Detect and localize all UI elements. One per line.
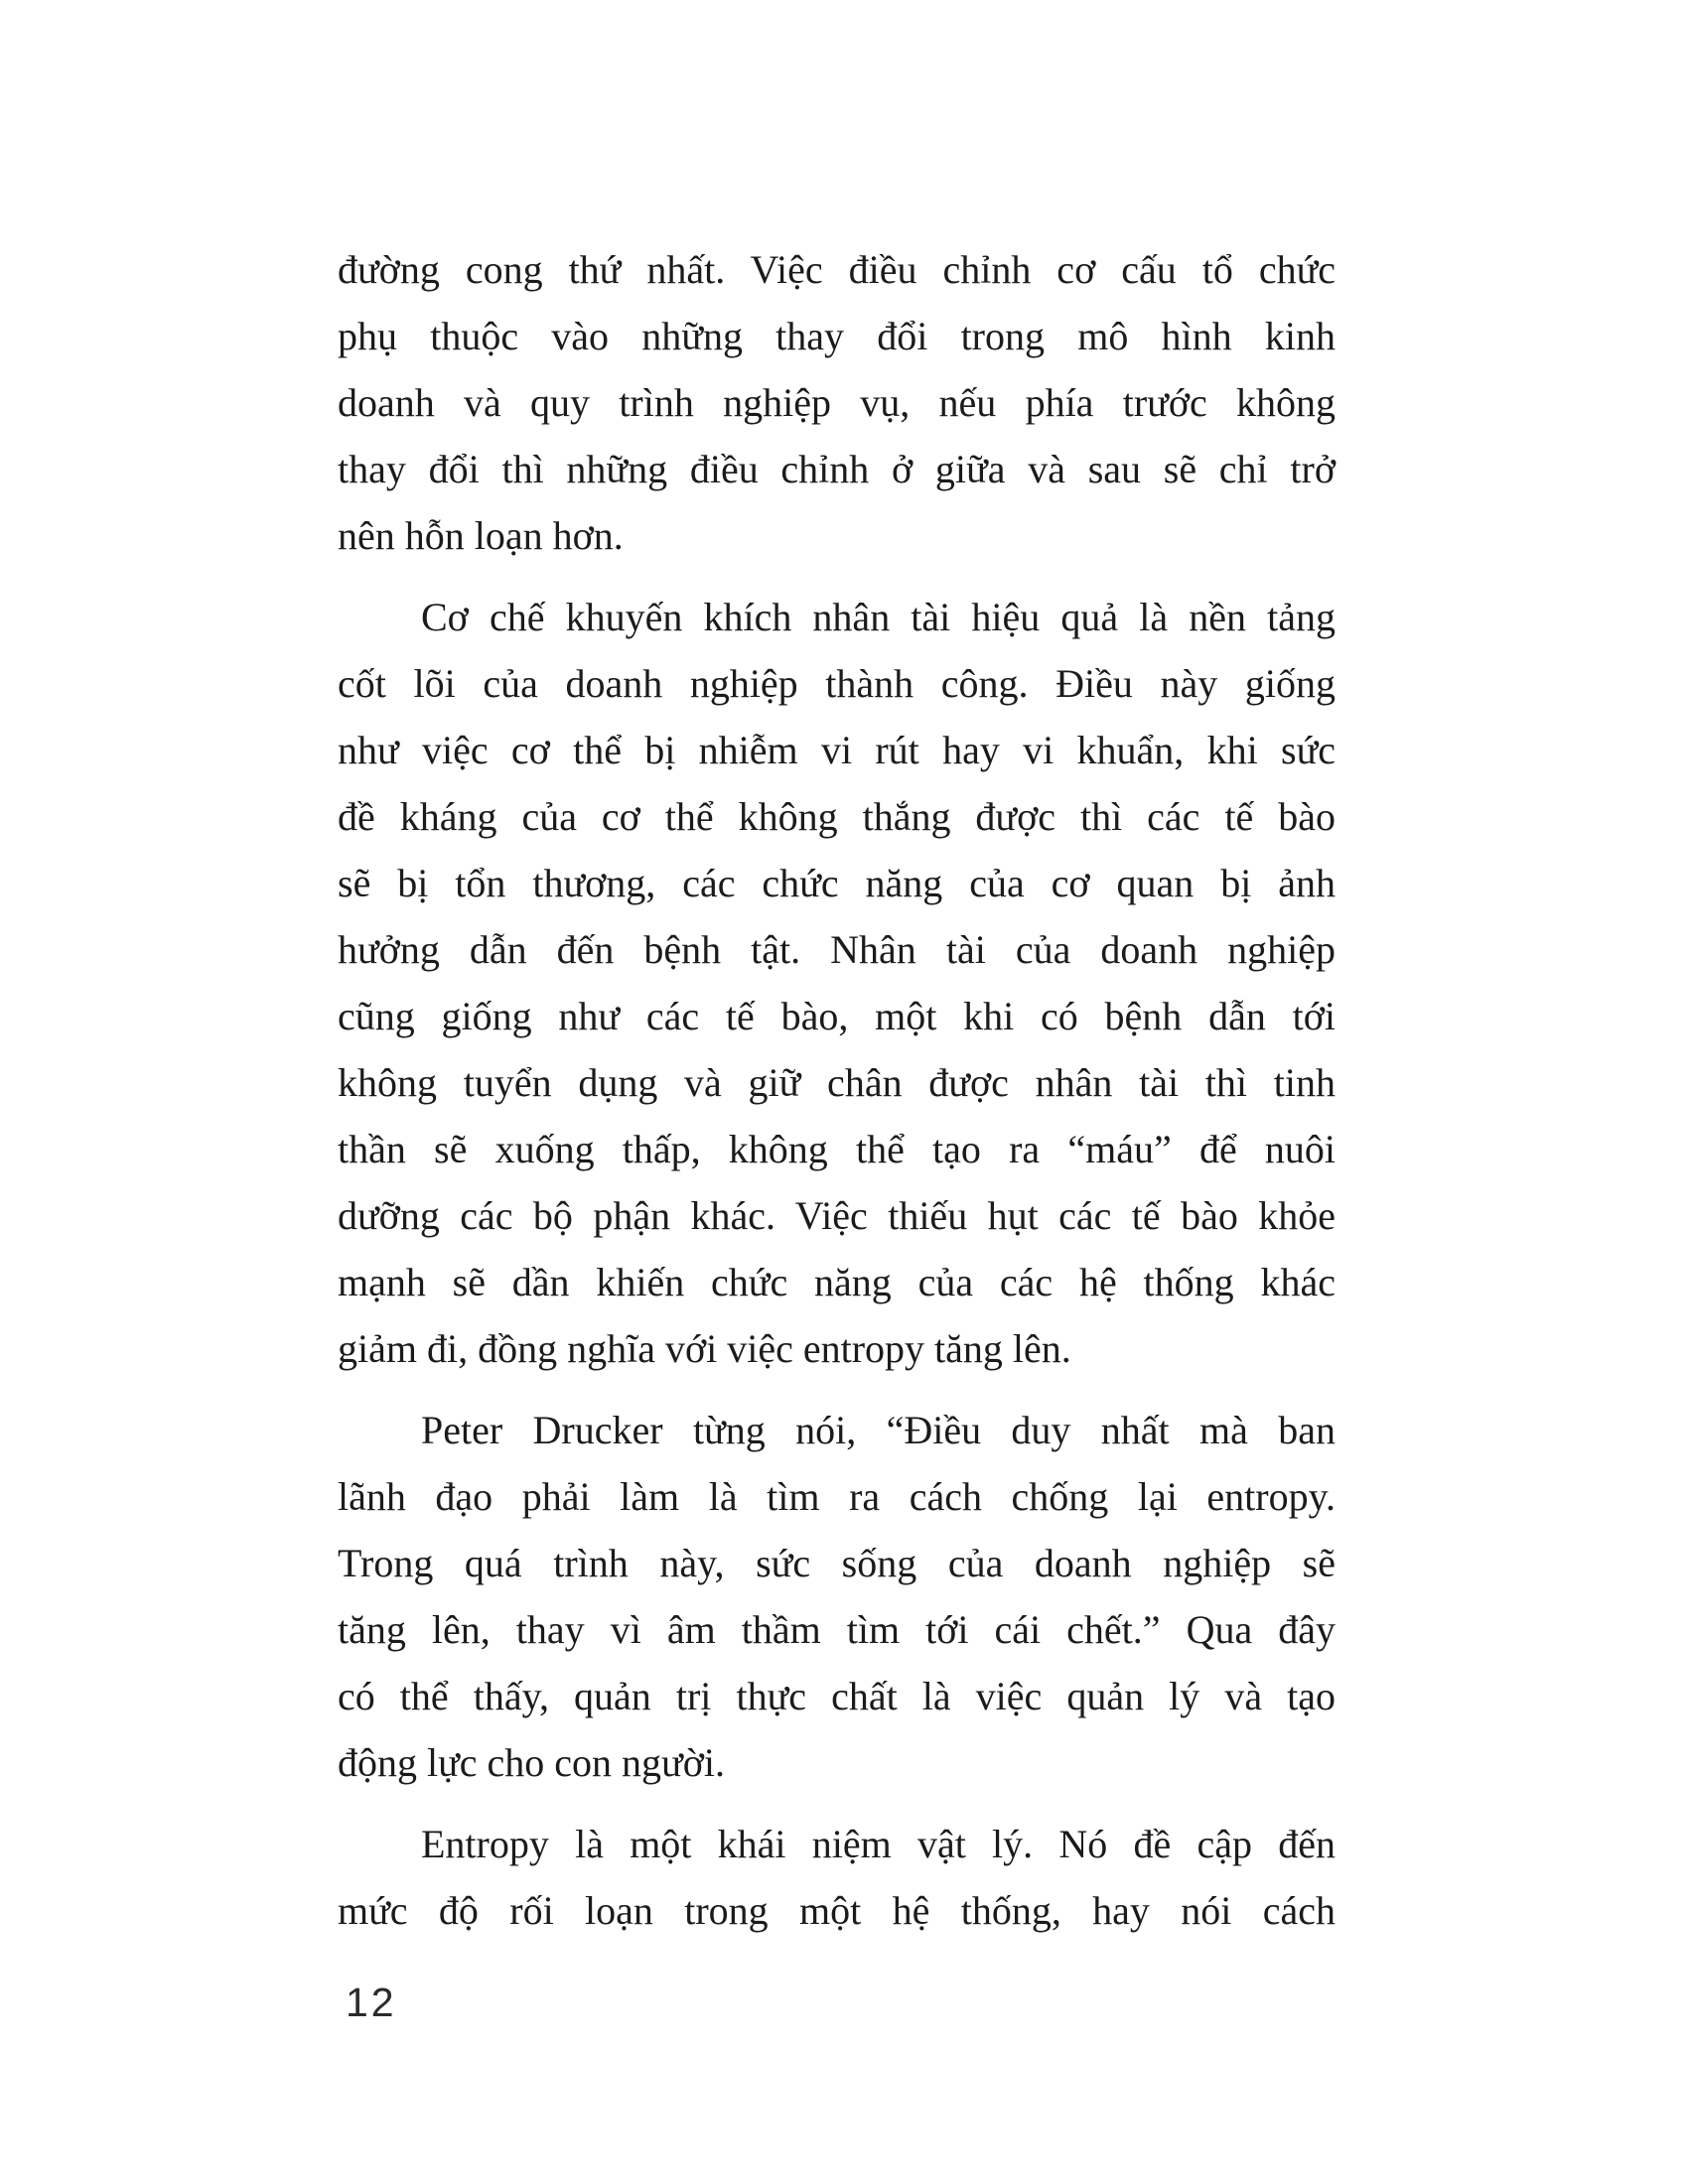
text-line: Cơ chế khuyến khích nhân tài hiệu quả là nền tảng	[421, 595, 1336, 639]
text-line: lãnh đạo phải làm là tìm ra cách chống lại entropy.	[338, 1474, 1336, 1519]
text-line: cũng giống như các tế bào, một khi có bệnh dẫn tới	[338, 994, 1336, 1038]
text-line: thần sẽ xuống thấp, không thể tạo ra “máu” để nuôi	[338, 1127, 1336, 1171]
text-line: như việc cơ thể bị nhiễm vi rút hay vi khuẩn, khi sức	[338, 728, 1336, 772]
text-line: đường cong thứ nhất. Việc điều chỉnh cơ cấu tổ chức	[338, 247, 1336, 292]
text-line: doanh và quy trình nghiệp vụ, nếu phía trước không	[338, 380, 1336, 425]
text-line: Entropy là một khái niệm vật lý. Nó đề cập đến	[421, 1822, 1336, 1866]
page-body	[338, 236, 1336, 1944]
text-line: dưỡng các bộ phận khác. Việc thiếu hụt các tế bào khỏe	[338, 1193, 1336, 1238]
text-line: không tuyển dụng và giữ chân được nhân tài thì tinh	[338, 1060, 1336, 1105]
text-line: mạnh sẽ dần khiến chức năng của các hệ thống khác	[338, 1260, 1336, 1304]
text-line: có thể thấy, quản trị thực chất là việc quản lý và tạo	[338, 1674, 1336, 1718]
text-line: động lực cho con người.	[338, 1740, 725, 1785]
text-line: tăng lên, thay vì âm thầm tìm tới cái chết.” Qua đây	[338, 1607, 1336, 1652]
text-line: đề kháng của cơ thể không thắng được thì các tế bào	[338, 794, 1336, 839]
text-line: sẽ bị tổn thương, các chức năng của cơ quan bị ảnh	[338, 861, 1336, 905]
paragraph-2	[338, 584, 1336, 1382]
text-line: giảm đi, đồng nghĩa với việc entropy tăng lên.	[338, 1326, 1071, 1371]
text-line: Peter Drucker từng nói, “Điều duy nhất mà ban	[421, 1408, 1336, 1452]
paragraph-1	[338, 236, 1336, 569]
text-line: nên hỗn loạn hơn.	[338, 513, 624, 558]
text-line: mức độ rối loạn trong một hệ thống, hay nói cách	[338, 1888, 1336, 1933]
paragraph-4	[338, 1811, 1336, 1944]
text-line: cốt lõi của doanh nghiệp thành công. Điều này giống	[338, 661, 1336, 706]
text-line: phụ thuộc vào những thay đổi trong mô hình kinh	[338, 314, 1336, 358]
text-line: thay đổi thì những điều chỉnh ở giữa và sau sẽ chỉ trở	[338, 447, 1336, 491]
page-number: 12	[346, 1979, 397, 2025]
paragraph-3	[338, 1397, 1336, 1796]
text-line: hưởng dẫn đến bệnh tật. Nhân tài của doanh nghiệp	[338, 927, 1336, 972]
text-line: Trong quá trình này, sức sống của doanh nghiệp sẽ	[338, 1541, 1336, 1585]
